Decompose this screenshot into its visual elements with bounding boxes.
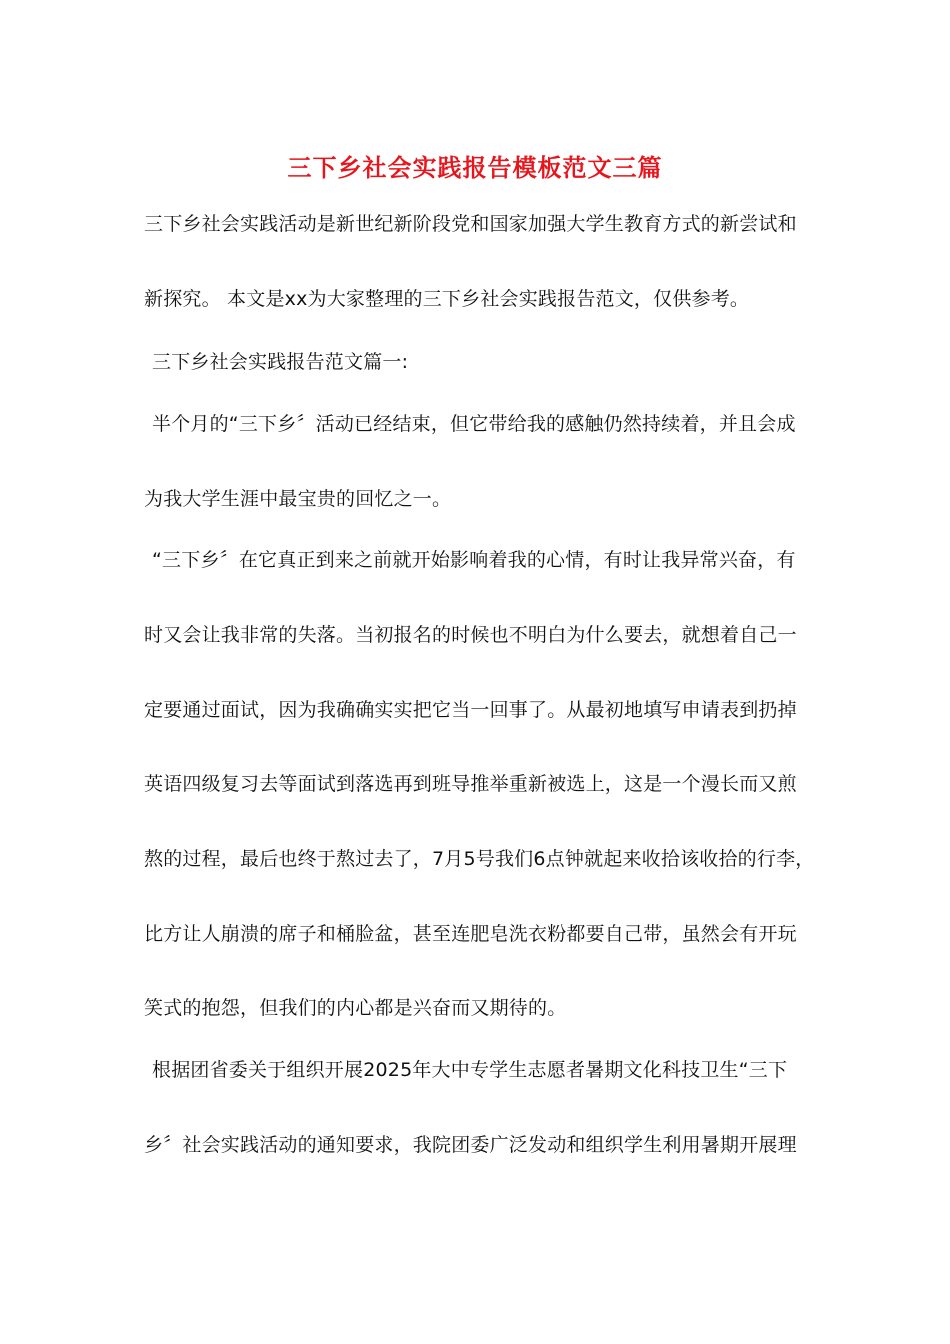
paragraph-line: 英语四级复习去等面试到落选再到班导推举重新被选上，这是一个漫长而又煎 [144,773,797,795]
paragraph-line: “三下乡〞在它真正到来之前就开始影响着我的心情，有时让我异常兴奋，有 [152,549,796,571]
paragraph-line: 新探究。 本文是xx为大家整理的三下乡社会实践报告范文，仅供参考。 [144,288,750,310]
document-title: 三下乡社会实践报告模板范文三篇 [287,153,663,182]
section-heading: 三下乡社会实践报告范文篇一: [152,351,409,373]
paragraph-line: 半个月的“三下乡〞活动已经结束，但它带给我的感触仍然持续着，并且会成 [152,413,796,435]
paragraph-line: 定要通过面试，因为我确确实实把它当一回事了。从最初地填写申请表到扔掉 [144,699,797,721]
paragraph-line: 根据团省委关于组织开展2025年大中专学生志愿者暑期文化科技卫生“三下 [152,1059,788,1081]
paragraph-line: 时又会让我非常的失落。当初报名的时候也不明白为什么要去，就想着自己一 [144,624,797,646]
paragraph-line: 熬的过程，最后也终于熬过去了，7月5号我们6点钟就起来收拾该收拾的行李， [144,848,815,870]
paragraph-line: 乡〞社会实践活动的通知要求，我院团委广泛发动和组织学生利用暑期开展理 [144,1134,797,1156]
paragraph-line: 为我大学生涯中最宝贵的回忆之一。 [144,488,452,510]
paragraph-line: 三下乡社会实践活动是新世纪新阶段党和国家加强大学生教育方式的新尝试和 [144,213,797,235]
paragraph-line: 笑式的抱怨，但我们的内心都是兴奋而又期待的。 [144,997,567,1019]
paragraph-line: 比方让人崩溃的席子和桶脸盆，甚至连肥皂洗衣粉都要自己带，虽然会有开玩 [144,923,797,945]
